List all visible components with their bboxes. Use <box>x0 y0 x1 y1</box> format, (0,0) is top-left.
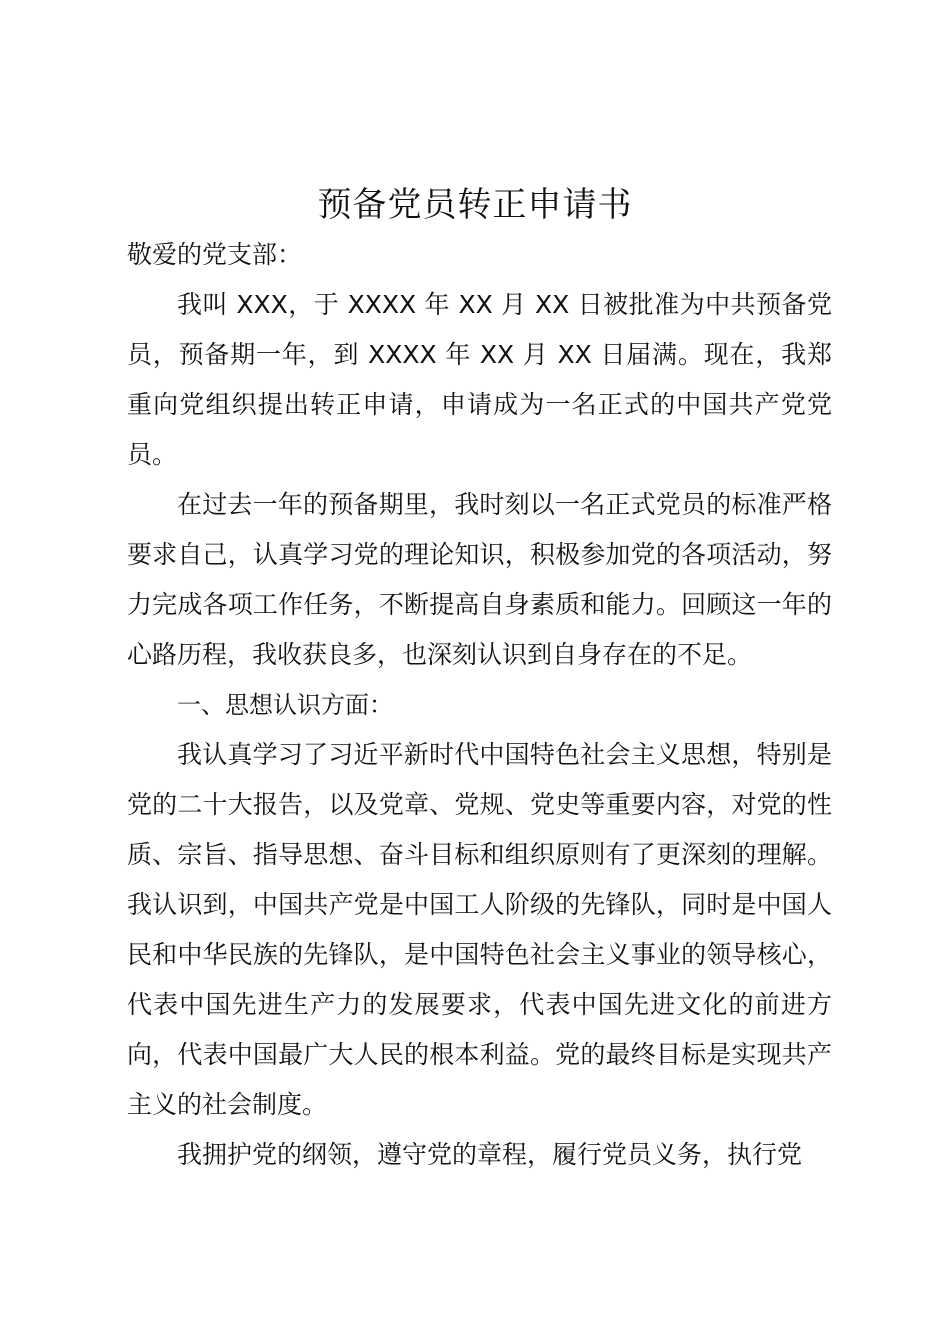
paragraph-review: 在过去一年的预备期里，我时刻以一名正式党员的标准严格要求自己，认真学习党的理论知识，积极参加党的各项活动，努力完成各项工作任务，不断提高自身素质和能力。回顾这一年的心路历程，我收获良多，也深刻认识到自身存在的不足。 <box>127 490 832 669</box>
document-title: 预备党员转正申请书 <box>317 185 633 225</box>
document-body <box>127 230 832 1180</box>
paragraph-intro: 我叫 XXX，于 XXXX 年 XX 月 XX 日被批准为中共预备党员，预备期一年，到 XXXX 年 XX 月 XX 日届满。现在，我郑重向党组织提出转正申请，申请成为一名正式的中国共产党党员。 <box>127 290 832 469</box>
paragraph-ideology: 我认真学习了习近平新时代中国特色社会主义思想，特别是党的二十大报告，以及党章、党规、党史等重要内容，对党的性质、宗旨、指导思想、奋斗目标和组织原则有了更深刻的理解。我认识到，中国共产党是中国工人阶级的先锋队，同时是中国人民和中华民族的先锋队，是中国特色社会主义事业的领导核心，代表中国先进生产力的发展要求，代表中国先进文化的前进方向，代表中国最广大人民的根本利益。党的最终目标是实现共产主义的社会制度。 <box>127 740 832 1119</box>
section-heading-ideology: 一、思想认识方面： <box>177 691 393 719</box>
salutation: 敬爱的党支部： <box>127 240 303 269</box>
paragraph-support: 我拥护党的纲领，遵守党的章程，履行党员义务，执行党 <box>177 1140 803 1169</box>
